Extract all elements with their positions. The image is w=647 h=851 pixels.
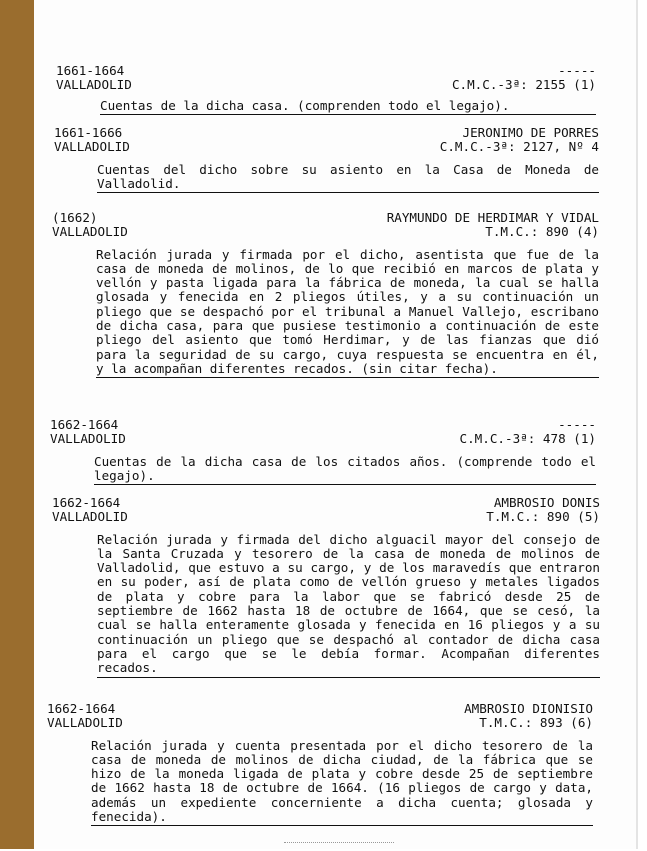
entry-place: VALLADOLID: [52, 509, 128, 525]
entry-rule: [97, 192, 599, 193]
entry-description: Cuentas de la dicha casa. (comprenden todo el legajo).: [100, 97, 510, 113]
entry-person: AMBROSIO DIONISIO: [464, 701, 593, 716]
entry-place: VALLADOLID: [52, 224, 128, 240]
entry-rule: [96, 377, 599, 378]
entry-date: 1662-1664: [47, 701, 116, 716]
entry-description: Relación jurada y firmada del dicho alguacil mayor del consejo de la Santa Cruzada y tesorero de la casa de moneda de molinos de Valladolid, que estuvo a su cargo, y de los maravedís que entraron en su poder, así de plata como de vellón grueso y metales ligados de plata y cobre para la labor que se fabricó desde 25 de septiembre de 1662 hasta 18 de octubre de 1664, que se cesó, la cual se halla enteramente glosada y fenecida en 16 pliegos y a su continuación un pliego que se despachó al contador de dicha casa para el cargo que se le debía formar. Acompañan diferentes recados.: [97, 531, 600, 676]
entry-place: VALLADOLID: [47, 715, 123, 731]
entry-date: (1662): [52, 210, 98, 225]
entry-place: VALLADOLID: [56, 77, 132, 93]
catalog-page: [34, 0, 636, 849]
entry-person: JERONIMO DE PORRES: [462, 125, 599, 140]
entry-reference: C.M.C.-3ª: 478 (1): [459, 431, 596, 447]
entry-description: Cuentas de la dicha casa de los citados años. (comprende todo el legajo).: [94, 453, 596, 483]
entry-person: RAYMUNDO DE HERDIMAR Y VIDAL: [386, 210, 599, 225]
entry-place: VALLADOLID: [50, 431, 126, 447]
entry-reference: T.M.C.: 890 (4): [485, 224, 599, 240]
page-stamp-fragment: [284, 842, 394, 851]
entry-person: -----: [558, 63, 596, 78]
entry-rule: [100, 114, 596, 115]
catalog-entry: [54, 126, 599, 193]
entry-reference: T.M.C.: 893 (6): [479, 715, 593, 731]
entry-reference: C.M.C.-3ª: 2127, Nº 4: [439, 139, 599, 155]
entry-rule: [97, 677, 600, 678]
entry-rule: [94, 484, 596, 485]
page-edge: [636, 0, 638, 849]
entry-description: Cuentas del dicho sobre su asiento en la Casa de Moneda de Valladolid.: [97, 161, 599, 191]
entry-date: 1661-1664: [56, 63, 125, 78]
entry-rule: [91, 825, 593, 826]
entry-date: 1661-1666: [54, 125, 123, 140]
entry-date: 1662-1664: [50, 417, 119, 432]
catalog-entry: [50, 418, 596, 485]
entry-description: Relación jurada y firmada por el dicho, asentista que fue de la casa de moneda de molinos, de lo que recibió en marcos de plata y vellón y pasta ligada para la fábrica de moneda, la cual se halla glosada y fenecida en 2 pliegos útiles, y a su continuación un pliego que se despachó por el tribunal a Manuel Vallejo, escribano de dicha casa, para que pusiese testimonio a continuación de este pliego del asiento que tomó Herdimar, y de las fianzas que dió para la seguridad de su cargo, cuya respuesta se encuentra en él, y la acompañan diferentes recados. (sin citar fecha).: [96, 246, 599, 376]
entry-reference: C.M.C.-3ª: 2155 (1): [451, 77, 596, 93]
entry-person: AMBROSIO DONIS: [493, 495, 600, 510]
entry-person: -----: [558, 417, 596, 432]
entry-description: Relación jurada y cuenta presentada por el dicho tesorero de la casa de moneda de molinos de dicha ciudad, de la fábrica que se hizo de la moneda ligada de plata y cobre desde 25 de septiembre de 1662 hasta 18 de octubre de 1664. (16 pliegos de cargo y data, además un expediente concerniente a dicha cuenta; glosada y fenecida).: [91, 737, 593, 825]
entry-date: 1662-1664: [52, 495, 121, 510]
catalog-entry: [56, 64, 596, 115]
entry-place: VALLADOLID: [54, 139, 130, 155]
catalog-entry: [47, 702, 593, 826]
catalog-entry: [52, 211, 599, 378]
book-spine: [0, 0, 34, 849]
entry-reference: T.M.C.: 890 (5): [486, 509, 600, 525]
catalog-entry: [52, 496, 600, 678]
